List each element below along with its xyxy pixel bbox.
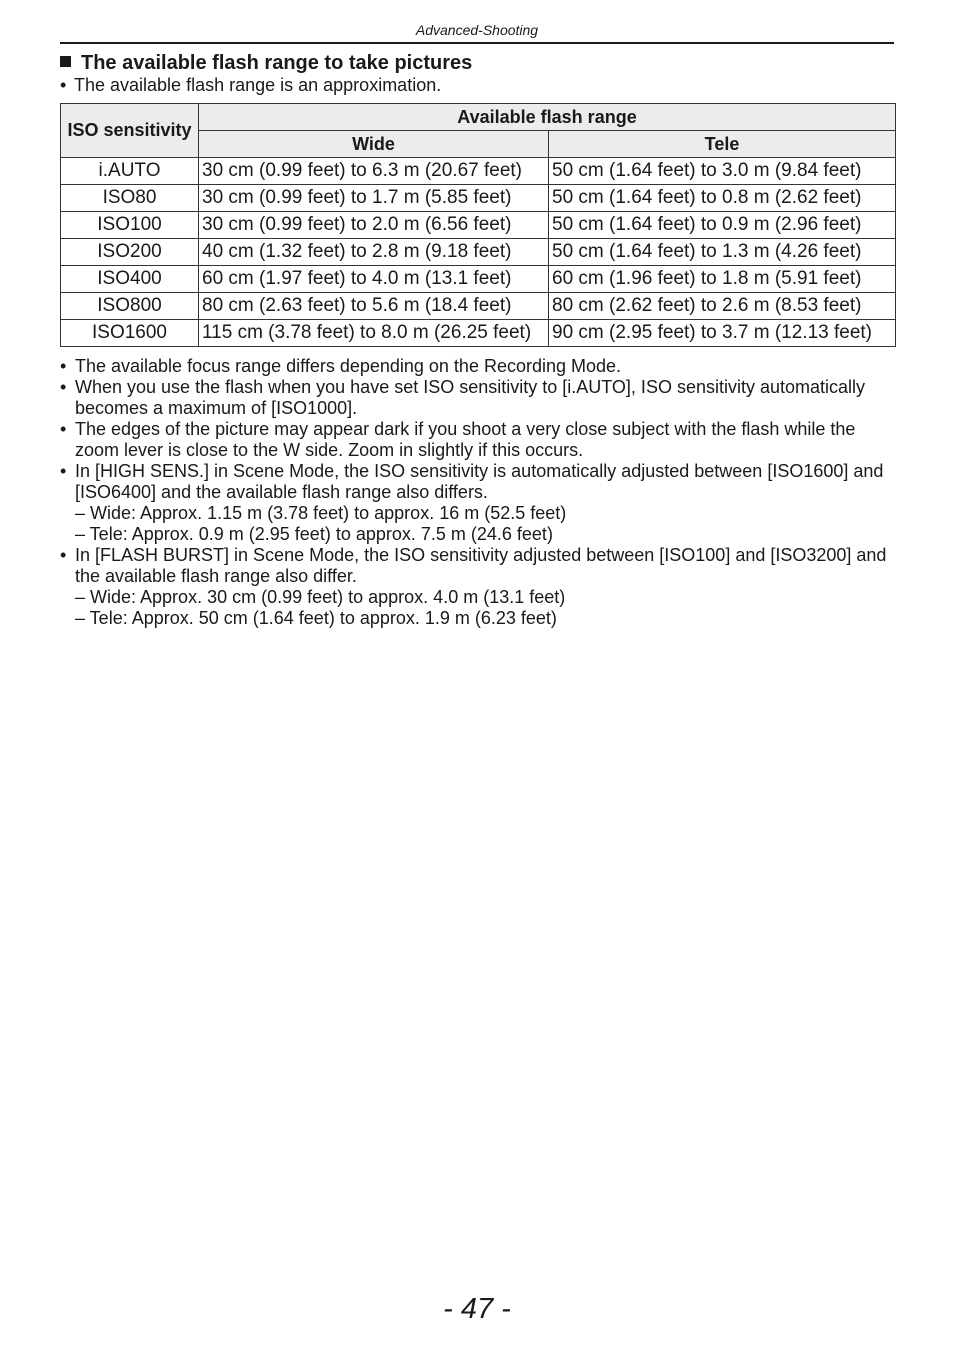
note-sublist (75, 587, 900, 629)
tele-cell: 50 cm (1.64 feet) to 0.8 m (2.62 feet) (549, 185, 896, 212)
note-sub-item: – Tele: Approx. 50 cm (1.64 feet) to approx. 1.9 m (6.23 feet) (75, 608, 557, 628)
column-header-wide: Wide (199, 131, 549, 158)
table-row (61, 185, 896, 212)
running-header: Advanced-Shooting (415, 22, 539, 38)
square-bullet-icon (60, 56, 71, 67)
notes-list (60, 356, 900, 629)
iso-cell: ISO1600 (61, 320, 199, 347)
iso-cell: ISO200 (61, 239, 199, 266)
tele-cell: 60 cm (1.96 feet) to 1.8 m (5.91 feet) (549, 266, 896, 293)
note-item (60, 545, 900, 629)
wide-cell: 40 cm (1.32 feet) to 2.8 m (9.18 feet) (199, 239, 549, 266)
wide-cell: 30 cm (0.99 feet) to 1.7 m (5.85 feet) (199, 185, 549, 212)
note-item (60, 461, 900, 545)
section-title (60, 51, 472, 75)
table-row (61, 320, 896, 347)
note-text: In [FLASH BURST] in Scene Mode, the ISO sensitivity adjusted between [ISO100] and [ISO3200] and the available flash range also differ. (75, 545, 887, 586)
header-divider (60, 42, 894, 44)
tele-cell: 50 cm (1.64 feet) to 0.9 m (2.96 feet) (549, 212, 896, 239)
tele-cell: 80 cm (2.62 feet) to 2.6 m (8.53 feet) (549, 293, 896, 320)
note-text: The edges of the picture may appear dark if you shoot a very close subject with the flash while the zoom lever is close to the W side. Zoom in slightly if this occurs. (75, 419, 856, 460)
note-text: When you use the flash when you have set ISO sensitivity to [i.AUTO], ISO sensitivity automatically becomes a maximum of [ISO1000]. (75, 377, 866, 418)
wide-cell: 115 cm (3.78 feet) to 8.0 m (26.25 feet) (199, 320, 549, 347)
iso-cell: ISO800 (61, 293, 199, 320)
table-row (61, 239, 896, 266)
bullet-icon: • (60, 75, 67, 95)
note-item (60, 377, 900, 419)
table-row (61, 266, 896, 293)
tele-cell: 50 cm (1.64 feet) to 3.0 m (9.84 feet) (549, 158, 896, 185)
wide-cell: 80 cm (2.63 feet) to 5.6 m (18.4 feet) (199, 293, 549, 320)
iso-cell: ISO80 (61, 185, 199, 212)
iso-cell: i.AUTO (61, 158, 199, 185)
table-row (61, 293, 896, 320)
page-number: - 47 - (443, 1293, 511, 1325)
tele-cell: 50 cm (1.64 feet) to 1.3 m (4.26 feet) (549, 239, 896, 266)
section-title-text: The available flash range to take pictures (81, 52, 473, 74)
tele-cell: 90 cm (2.95 feet) to 3.7 m (12.13 feet) (549, 320, 896, 347)
iso-cell: ISO100 (61, 212, 199, 239)
table-row (61, 212, 896, 239)
column-header-tele: Tele (549, 131, 896, 158)
column-header-iso: ISO sensitivity (61, 104, 199, 158)
note-text: In [HIGH SENS.] in Scene Mode, the ISO sensitivity is automatically adjusted between [ISO1600] and [ISO6400] and the available flash range also differs. (75, 461, 884, 502)
wide-cell: 60 cm (1.97 feet) to 4.0 m (13.1 feet) (199, 266, 549, 293)
iso-cell: ISO400 (61, 266, 199, 293)
note-sub-item: – Wide: Approx. 30 cm (0.99 feet) to approx. 4.0 m (13.1 feet) (75, 587, 566, 607)
note-item (60, 356, 900, 377)
note-sub-item: – Tele: Approx. 0.9 m (2.95 feet) to approx. 7.5 m (24.6 feet) (75, 524, 553, 544)
wide-cell: 30 cm (0.99 feet) to 2.0 m (6.56 feet) (199, 212, 549, 239)
table-row (61, 158, 896, 185)
note-sublist (75, 503, 900, 545)
intro-note (60, 75, 441, 96)
flash-range-table (60, 103, 896, 347)
note-text: The available focus range differs depending on the Recording Mode. (75, 356, 622, 376)
intro-note-text: The available flash range is an approximation. (74, 75, 442, 95)
wide-cell: 30 cm (0.99 feet) to 6.3 m (20.67 feet) (199, 158, 549, 185)
note-item (60, 419, 900, 461)
column-header-flash-range: Available flash range (199, 104, 896, 131)
note-sub-item: – Wide: Approx. 1.15 m (3.78 feet) to approx. 16 m (52.5 feet) (75, 503, 567, 523)
